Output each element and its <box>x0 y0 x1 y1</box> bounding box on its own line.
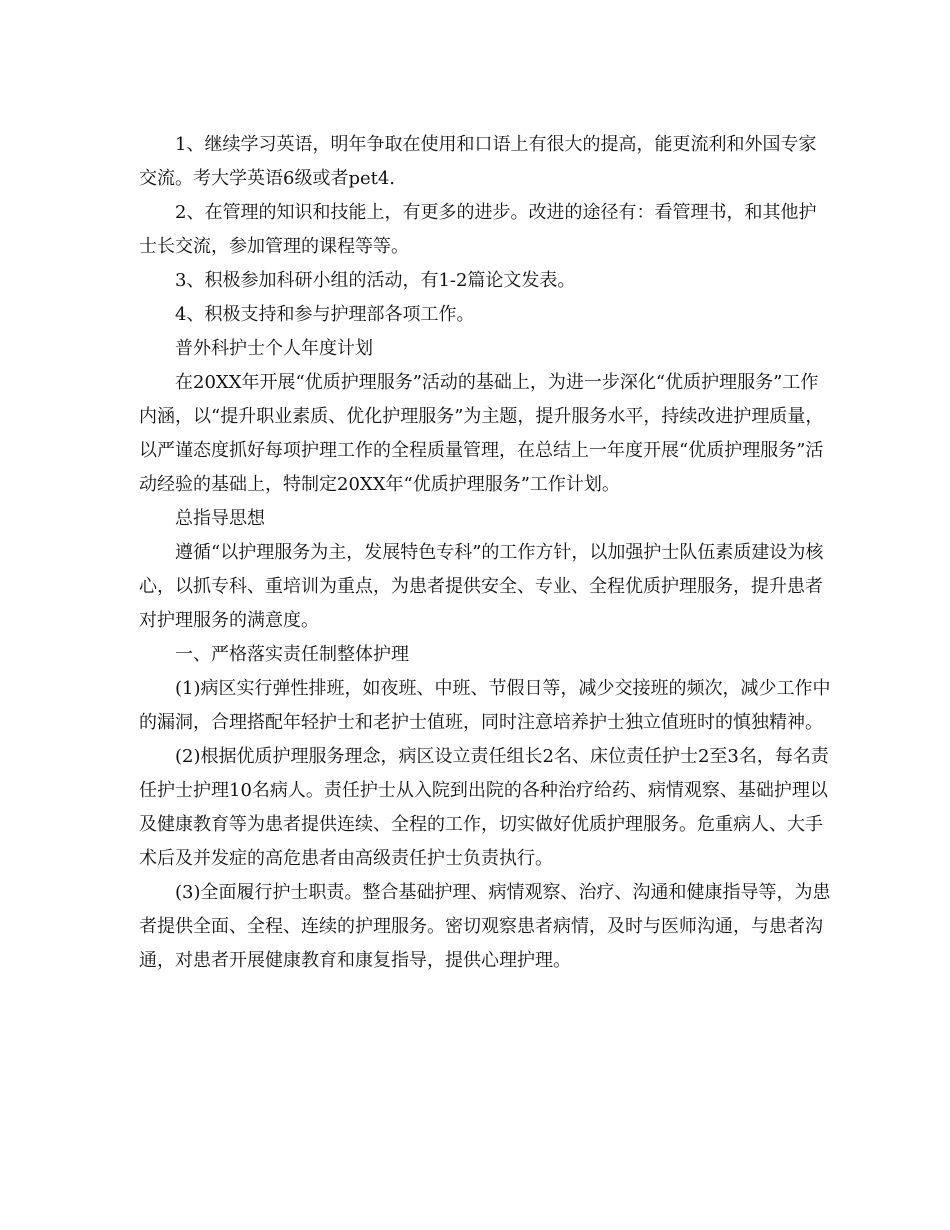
section-title-plan: 普外科护士个人年度计划 <box>175 338 373 359</box>
paragraph-4: 4、积极支持和参与护理部各项工作。 <box>175 304 475 325</box>
paragraph-item-2: (2)根据优质护理服务理念，病区设立责任组长2名、床位责任护士2至3名，每名责任护士护理10名病人。责任护士从入院到出院的各种治疗给药、病情观察、基础护理以及健康教育等为患者提供连续、全程的工作，切实做好优质护理服务。危重病人、大手术后及并发症的高危患者由高级责任护士负责执行。 <box>139 746 829 869</box>
paragraph-1: 1、继续学习英语，明年争取在使用和口语上有很大的提高，能更流利和外国专家交流。考大学英语6级或者pet4. <box>139 134 817 189</box>
paragraph-guiding-thought: 遵循“以护理服务为主，发展特色专科”的工作方针，以加强护士队伍素质建设为核心，以抓专科、重培训为重点，为患者提供安全、专业、全程优质护理服务，提升患者对护理服务的满意度。 <box>139 542 824 631</box>
document-body <box>139 128 831 978</box>
paragraph-item-1: (1)病区实行弹性排班，如夜班、中班、节假日等，减少交接班的频次，减少工作中的漏洞，合理搭配年轻护士和老护士值班，同时注意培养护士独立值班时的慎独精神。 <box>139 678 831 733</box>
section-title-responsibility: 一、严格落实责任制整体护理 <box>175 644 409 665</box>
paragraph-3: 3、积极参加科研小组的活动，有1-2篇论文发表。 <box>175 270 576 291</box>
paragraph-2: 2、在管理的知识和技能上，有更多的进步。改进的途径有：看管理书，和其他护士长交流，参加管理的课程等等。 <box>139 202 817 257</box>
section-title-guiding-thought: 总指导思想 <box>175 508 265 529</box>
paragraph-intro: 在20XX年开展“优质护理服务”活动的基础上，为进一步深化“优质护理服务”工作内涵，以“提升职业素质、优化护理服务”为主题，提升服务水平，持续改进护理质量，以严谨态度抓好每项护理工作的全程质量管理，在总结上一年度开展“优质护理服务”活动经验的基础上，特制定20XX年“优质护理服务”工作计划。 <box>139 372 824 495</box>
paragraph-item-3: (3)全面履行护士职责。整合基础护理、病情观察、治疗、沟通和健康指导等，为患者提供全面、全程、连续的护理服务。密切观察患者病情，及时与医师沟通，与患者沟通，对患者开展健康教育和康复指导，提供心理护理。 <box>139 882 831 971</box>
